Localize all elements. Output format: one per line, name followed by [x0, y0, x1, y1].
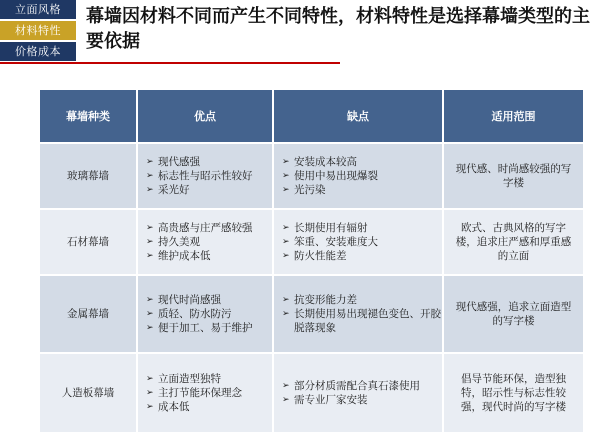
bullet-text: 采光好 [158, 184, 190, 196]
advantage-item [146, 235, 272, 249]
bullet-text: 笨重、安装难度大 [294, 236, 378, 248]
table-header-row [39, 89, 584, 143]
arrow-bullet-icon: ➢ [146, 309, 154, 319]
header-pros: 优点 [137, 89, 273, 143]
pros-cell [137, 143, 273, 209]
cons-cell [273, 143, 443, 209]
advantage-item [146, 169, 272, 183]
arrow-bullet-icon: ➢ [146, 374, 154, 384]
arrow-bullet-icon: ➢ [146, 251, 154, 261]
tag-style[interactable]: 立面风格 [0, 0, 76, 19]
disadvantage-item [282, 249, 442, 263]
bullet-text: 抗变形能力差 [294, 294, 357, 306]
table-row [39, 275, 584, 353]
cons-cell [273, 209, 443, 275]
application-scope: 倡导节能环保，造型独特，昭示性与标志性较强，现代时尚的写字楼 [443, 353, 584, 433]
advantage-item [146, 372, 272, 386]
bullet-text: 主打节能环保理念 [158, 387, 242, 399]
page-title: 幕墙因材料不同而产生不同特性，材料特性是选择幕墙类型的主要依据 [86, 6, 590, 52]
bullet-text: 便于加工、易于维护 [158, 322, 253, 334]
curtain-wall-type: 人造板幕墙 [39, 353, 137, 433]
bullet-text: 现代时尚感强 [158, 294, 221, 306]
bullet-text: 持久美观 [158, 236, 200, 248]
bullet-text: 立面造型独特 [158, 373, 221, 385]
pros-cell [137, 275, 273, 353]
pros-cell [137, 353, 273, 433]
header-scope: 适用范围 [443, 89, 584, 143]
bullet-text: 成本低 [158, 401, 190, 413]
bullet-text: 防火性能差 [294, 250, 347, 262]
table-row [39, 353, 584, 433]
comparison-table [38, 88, 585, 434]
table-row [39, 143, 584, 209]
arrow-bullet-icon: ➢ [282, 309, 290, 319]
application-scope: 现代感强，追求立面造型的写字楼 [443, 275, 584, 353]
tag-price[interactable]: 价格成本 [0, 42, 76, 61]
advantage-item [146, 221, 272, 235]
advantage-item [146, 155, 272, 169]
title-underline [0, 62, 340, 64]
arrow-bullet-icon: ➢ [282, 237, 290, 247]
arrow-bullet-icon: ➢ [282, 157, 290, 167]
application-scope: 现代感、时尚感较强的写字楼 [443, 143, 584, 209]
bullet-text: 光污染 [294, 184, 326, 196]
pros-cell [137, 209, 273, 275]
cons-cell [273, 353, 443, 433]
advantage-item [146, 321, 272, 335]
arrow-bullet-icon: ➢ [282, 223, 290, 233]
arrow-bullet-icon: ➢ [282, 251, 290, 261]
bullet-text: 安装成本较高 [294, 156, 357, 168]
disadvantage-item [282, 379, 442, 393]
arrow-bullet-icon: ➢ [146, 171, 154, 181]
arrow-bullet-icon: ➢ [146, 157, 154, 167]
advantage-item [146, 307, 272, 321]
arrow-bullet-icon: ➢ [146, 388, 154, 398]
advantage-item [146, 249, 272, 263]
disadvantage-item [282, 393, 442, 407]
curtain-wall-type: 金属幕墙 [39, 275, 137, 353]
arrow-bullet-icon: ➢ [146, 237, 154, 247]
bullet-text: 需专业厂家安装 [294, 394, 368, 406]
advantage-item [146, 293, 272, 307]
bullet-text: 部分材质需配合真石漆使用 [294, 380, 420, 392]
disadvantage-item [282, 169, 442, 183]
advantage-item [146, 386, 272, 400]
bullet-text: 标志性与昭示性较好 [158, 170, 253, 182]
disadvantage-item [282, 183, 442, 197]
bullet-text: 现代感强 [158, 156, 200, 168]
curtain-wall-type: 玻璃幕墙 [39, 143, 137, 209]
arrow-bullet-icon: ➢ [282, 381, 290, 391]
bullet-text: 使用中易出现爆裂 [294, 170, 378, 182]
tag-material[interactable]: 材料特性 [0, 21, 76, 40]
bullet-text: 高贵感与庄严感较强 [158, 222, 253, 234]
arrow-bullet-icon: ➢ [282, 295, 290, 305]
bullet-text: 质轻、防水防污 [158, 308, 232, 320]
advantage-item [146, 183, 272, 197]
disadvantage-item [282, 155, 442, 169]
disadvantage-item [282, 235, 442, 249]
advantage-item [146, 400, 272, 414]
arrow-bullet-icon: ➢ [282, 395, 290, 405]
table-row [39, 209, 584, 275]
disadvantage-item [282, 307, 442, 335]
curtain-wall-type: 石材幕墙 [39, 209, 137, 275]
section-tags [0, 0, 76, 63]
bullet-text: 长期使用有辐射 [294, 222, 368, 234]
arrow-bullet-icon: ➢ [282, 171, 290, 181]
bullet-text: 维护成本低 [158, 250, 211, 262]
cons-cell [273, 275, 443, 353]
arrow-bullet-icon: ➢ [146, 223, 154, 233]
arrow-bullet-icon: ➢ [282, 185, 290, 195]
arrow-bullet-icon: ➢ [146, 185, 154, 195]
application-scope: 欧式、古典风格的写字楼，追求庄严感和厚重感的立面 [443, 209, 584, 275]
disadvantage-item [282, 293, 442, 307]
bullet-text: 长期使用易出现褪色变色、开胶脱落现象 [294, 308, 441, 334]
header-type: 幕墙种类 [39, 89, 137, 143]
disadvantage-item [282, 221, 442, 235]
header-cons: 缺点 [273, 89, 443, 143]
arrow-bullet-icon: ➢ [146, 323, 154, 333]
arrow-bullet-icon: ➢ [146, 295, 154, 305]
arrow-bullet-icon: ➢ [146, 402, 154, 412]
